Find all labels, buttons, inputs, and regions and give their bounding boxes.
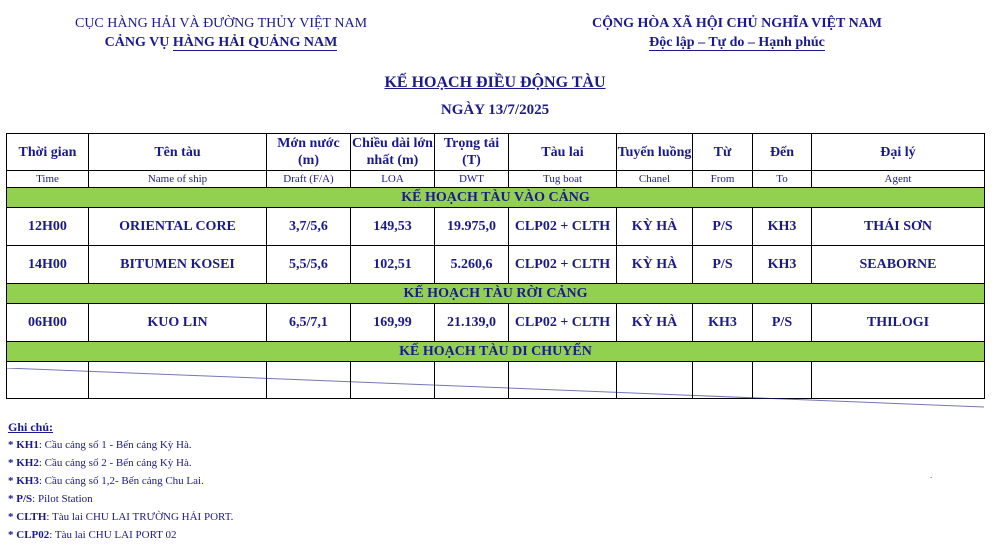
table-cell: 3,7/5,6 — [267, 208, 351, 246]
table-cell: 14H00 — [7, 246, 89, 284]
notes-title: Ghi chú: — [8, 420, 54, 434]
table-row — [7, 208, 985, 246]
note-text: : Pilot Station — [32, 493, 93, 505]
table-cell: KỲ HÀ — [617, 208, 693, 246]
header-row-en — [7, 171, 985, 188]
national-motto: Độc lập – Tự do – Hạnh phúc — [649, 35, 825, 50]
note-text: : Cầu cảng số 1 - Bến cảng Kỳ Hà. — [38, 439, 192, 451]
port-authority-name: HÀNG HẢI QUẢNG NAM — [172, 35, 338, 50]
note-key: * CLP02 — [8, 529, 50, 541]
section-title: KẾ HOẠCH TÀU DI CHUYỂN — [7, 342, 985, 362]
section-row — [7, 342, 985, 362]
table-cell: 149,53 — [351, 208, 435, 246]
table-cell: ORIENTAL CORE — [89, 208, 267, 246]
col-header: Tuyến luồng — [617, 134, 693, 171]
table-cell: P/S — [693, 208, 753, 246]
note-key: * P/S — [8, 493, 33, 505]
table-cell: 06H00 — [7, 304, 89, 342]
table-cell: 21.139,0 — [435, 304, 509, 342]
note-text: : Tàu lai CHU LAI TRƯỜNG HẢI PORT. — [46, 511, 234, 523]
note-key: * KH2 — [8, 457, 39, 469]
note-text: : Tàu lai CHU LAI PORT 02 — [49, 529, 177, 541]
country-name: CỘNG HÒA XÃ HỘI CHỦ NGHĨA VIỆT NAM — [591, 16, 882, 31]
table-cell: KUO LIN — [89, 304, 267, 342]
table-cell: THÁI SƠN — [812, 208, 985, 246]
table-row — [7, 246, 985, 284]
table-cell: KỲ HÀ — [617, 304, 693, 342]
note-key: * KH1 — [8, 439, 39, 451]
table-cell: 12H00 — [7, 208, 89, 246]
table-cell: SEABORNE — [812, 246, 985, 284]
table-cell: BITUMEN KOSEI — [89, 246, 267, 284]
stray-mark: . — [930, 470, 933, 480]
col-subheader: LOA — [351, 171, 435, 188]
section-title: KẾ HOẠCH TÀU VÀO CẢNG — [7, 188, 985, 208]
table-cell: CLP02 + CLTH — [509, 304, 617, 342]
port-authority-prefix: CẢNG VỤ — [104, 35, 173, 50]
col-header: Trọng tải (T) — [435, 134, 509, 171]
note-key: * CLTH — [8, 511, 47, 523]
col-header: Mớn nước (m) — [267, 134, 351, 171]
table-cell: KH3 — [753, 246, 812, 284]
note-key: * KH3 — [8, 475, 39, 487]
col-subheader: From — [693, 171, 753, 188]
document-title: KẾ HOẠCH ĐIỀU ĐỘNG TÀU — [384, 74, 606, 91]
table-row — [7, 304, 985, 342]
header-row-vi — [7, 134, 985, 171]
col-header: Tàu lai — [509, 134, 617, 171]
document-date: NGÀY 13/7/2025 — [440, 102, 550, 118]
table-cell: 5.260,6 — [435, 246, 509, 284]
table-cell: P/S — [753, 304, 812, 342]
col-header: Thời gian — [7, 134, 89, 171]
ship-plan-table — [6, 133, 985, 399]
port-authority — [0, 33, 442, 52]
table-cell: P/S — [693, 246, 753, 284]
col-header: Đại lý — [812, 134, 985, 171]
col-header: Từ — [693, 134, 753, 171]
col-subheader: Draft (F/A) — [267, 171, 351, 188]
col-subheader: Chanel — [617, 171, 693, 188]
note-item — [8, 526, 233, 544]
col-subheader: Name of ship — [89, 171, 267, 188]
table-cell: THILOGI — [812, 304, 985, 342]
table-cell: KH3 — [753, 208, 812, 246]
note-text: : Cầu cảng số 2 - Bến cảng Kỳ Hà. — [38, 457, 192, 469]
section-row — [7, 284, 985, 304]
header-right — [520, 14, 954, 52]
section-row — [7, 188, 985, 208]
col-subheader: Tug boat — [509, 171, 617, 188]
table-cell: 5,5/5,6 — [267, 246, 351, 284]
col-subheader: Time — [7, 171, 89, 188]
col-subheader: To — [753, 171, 812, 188]
empty-row-diagonal — [6, 368, 984, 408]
table-cell: 169,99 — [351, 304, 435, 342]
notes — [8, 418, 233, 544]
col-subheader: DWT — [435, 171, 509, 188]
note-item — [8, 472, 233, 490]
header-left — [0, 14, 442, 52]
note-text: : Cầu cảng số 1,2- Bến cảng Chu Lai. — [38, 475, 204, 487]
section-title: KẾ HOẠCH TÀU RỜI CẢNG — [7, 284, 985, 304]
col-header: Đến — [753, 134, 812, 171]
table-cell: CLP02 + CLTH — [509, 246, 617, 284]
col-subheader: Agent — [812, 171, 985, 188]
table-cell: 6,5/7,1 — [267, 304, 351, 342]
note-item — [8, 508, 233, 526]
table-cell: 19.975,0 — [435, 208, 509, 246]
note-item — [8, 436, 233, 454]
table-cell: KH3 — [693, 304, 753, 342]
table-cell: KỲ HÀ — [617, 246, 693, 284]
table-cell: 102,51 — [351, 246, 435, 284]
col-header: Chiều dài lớn nhất (m) — [351, 134, 435, 171]
table-cell: CLP02 + CLTH — [509, 208, 617, 246]
note-item — [8, 490, 233, 508]
note-item — [8, 454, 233, 472]
agency-name: CỤC HÀNG HẢI VÀ ĐƯỜNG THỦY VIỆT NAM — [74, 16, 368, 31]
col-header: Tên tàu — [89, 134, 267, 171]
